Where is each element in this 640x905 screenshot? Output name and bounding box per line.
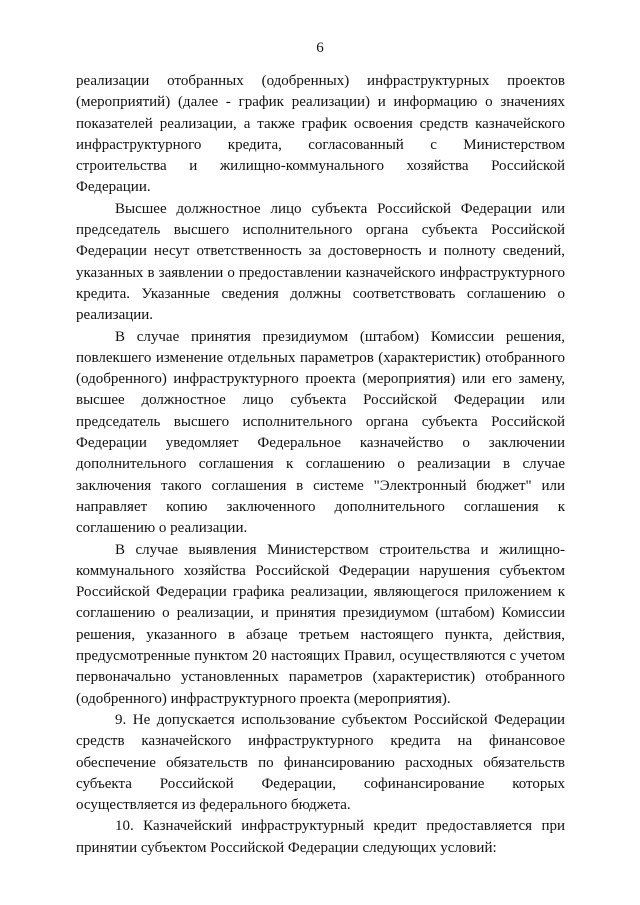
paragraph-item-9: 9. Не допускается использование субъектом Российской Федерации средств казначейского инфраструктурного кредита на финансовое обеспечение обязательств по финансированию расходных обязательств субъекта Российской Федерации, софинансирование которых осуществляется из федерального бюджета.: [76, 711, 565, 814]
paragraph-violation: В случае выявления Министерством строительства и жилищно-коммунального хозяйства Российской Федерации нарушения субъектом Российской Федерации графика реализации, являющегося приложением к соглашению о реализации, и принятия президиумом (штабом) Комиссии решения, указанного в абзаце третьем настоящего пункта, действия, предусмотренные пунктом 20 настоящих Правил, осуществляются с учетом первоначально установленных параметров (характеристик) отобранного (одобренного) инфраструктурного проекта (мероприятия).: [76, 541, 565, 707]
page-number: 6: [316, 40, 324, 56]
paragraph-continuation: реализации отобранных (одобренных) инфраструктурных проектов (мероприятий) (далее - график реализации) и информацию о значениях показателей реализации, а также график освоения средств казначейского инфраструктурного кредита, согласованный с Министерством строительства и жилищно-коммунального хозяйства Российской Федерации.: [76, 73, 565, 196]
document-body: [76, 71, 565, 859]
paragraph-presidium-decision: В случае принятия президиумом (штабом) Комиссии решения, повлекшего изменение отдельных параметров (характеристик) отобранного (одобренного) инфраструктурного проекта (мероприятия) или его замену, высшее должностное лицо субъекта Российской Федерации или председатель высшего исполнительного органа субъекта Российской Федерации уведомляет Федеральное казначейство о заключении дополнительного соглашения к соглашению о реализации в случае заключения такого соглашения в системе "Электронный бюджет" или направляет копию заключенного дополнительного соглашения к соглашению о реализации.: [76, 328, 565, 537]
paragraph-item-10: 10. Казначейский инфраструктурный кредит предоставляется при принятии субъектом Российской Федерации следующих условий:: [76, 818, 565, 856]
paragraph-responsibility: Высшее должностное лицо субъекта Российской Федерации или председатель высшего исполнительного органа субъекта Российской Федерации несут ответственность за достоверность и полноту сведений, указанных в заявлении о предоставлении казначейского инфраструктурного кредита. Указанные сведения должны соответствовать соглашению о реализации.: [76, 200, 565, 324]
